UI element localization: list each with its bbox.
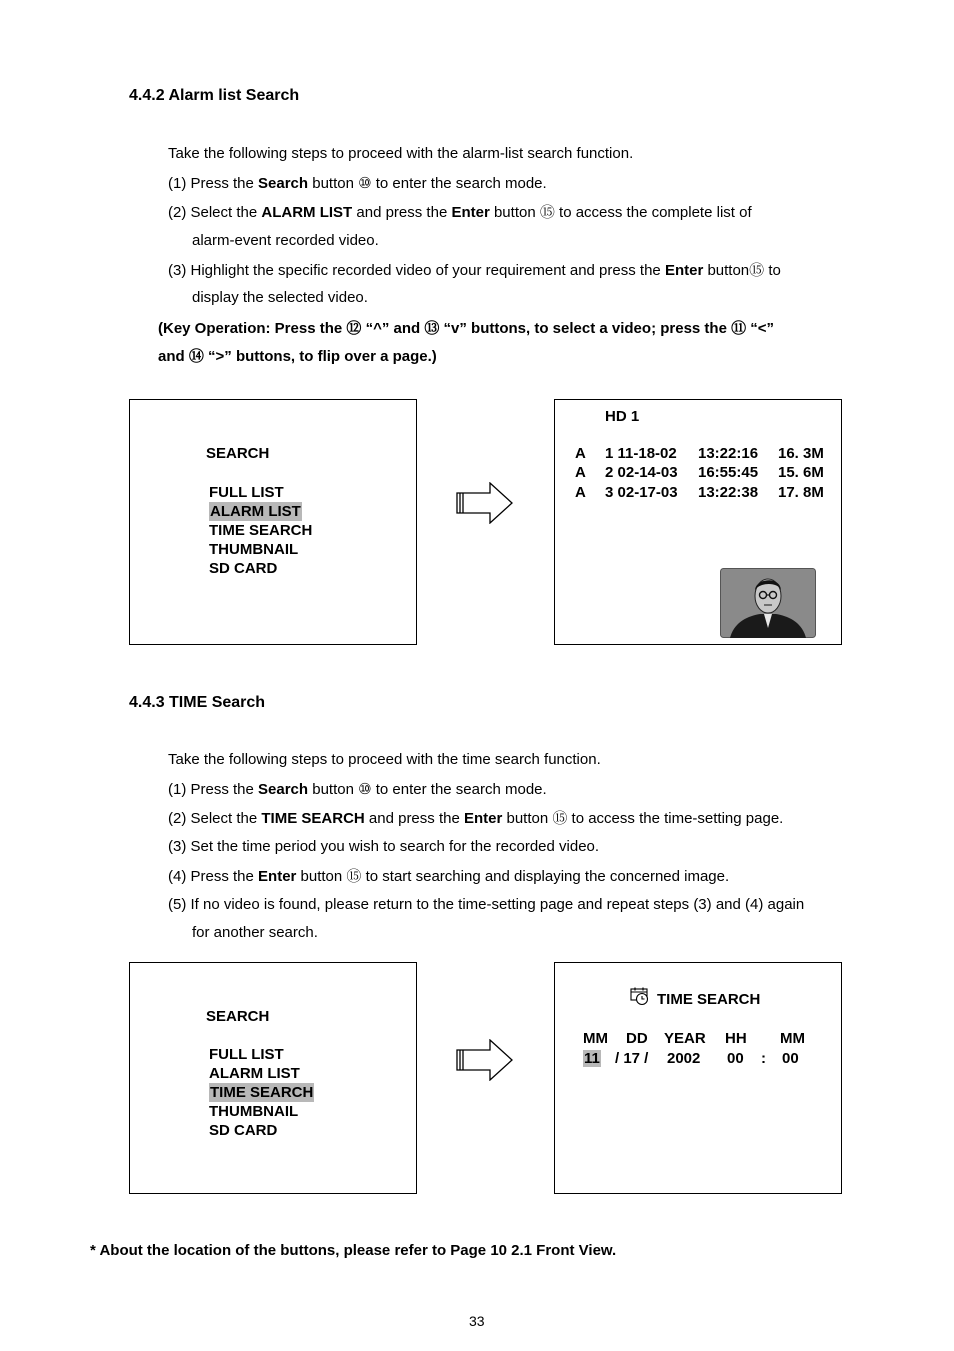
day-field[interactable]: / 17 / — [615, 1050, 649, 1067]
button-number-icon: ⑮ — [749, 262, 765, 279]
alarm-step-2-cont: alarm-event recorded video. — [192, 232, 379, 249]
minute-field[interactable]: 00 — [782, 1050, 799, 1067]
alarm-list-screen — [554, 399, 842, 645]
alarm-row[interactable]: A 1 11-18-02 13:22:16 16. 3M — [575, 445, 824, 462]
alarm-row[interactable]: A 3 02-17-03 13:22:38 17. 8M — [575, 484, 824, 501]
time-search-title: TIME SEARCH — [657, 991, 761, 1008]
button-number-icon: ⑮ — [539, 204, 555, 221]
menu-item-alarm-list[interactable]: ALARM LIST — [209, 1065, 300, 1082]
time-search-screen — [554, 962, 842, 1194]
button-number-icon: ⑫ — [346, 320, 362, 337]
menu-item-thumbnail[interactable]: THUMBNAIL — [209, 1103, 299, 1120]
time-separator: : — [761, 1050, 766, 1067]
hour-field[interactable]: 00 — [727, 1050, 744, 1067]
section-heading-alarm: 4.4.2 Alarm list Search — [129, 87, 300, 104]
key-operation-line-2: and ⑭ “>” buttons, to flip over a page.) — [158, 348, 437, 365]
menu-item-sd-card[interactable]: SD CARD — [209, 1122, 278, 1139]
alarm-step-2: (2) Select the ALARM LIST and press the Enter button ⑮ to access the complete list of — [168, 204, 752, 221]
button-number-icon: ⑮ — [346, 868, 362, 885]
menu-title: SEARCH — [206, 1008, 270, 1025]
menu-item-thumbnail[interactable]: THUMBNAIL — [209, 541, 299, 558]
menu-item-time-search[interactable]: TIME SEARCH — [210, 1084, 314, 1101]
year-field[interactable]: 2002 — [667, 1050, 701, 1067]
button-number-icon: ⑪ — [731, 320, 747, 337]
time-values-row — [555, 1050, 841, 1069]
button-number-icon: ⑬ — [424, 320, 440, 337]
time-step-2: (2) Select the TIME SEARCH and press the Enter button ⑮ to access the time-setting page. — [168, 810, 784, 827]
time-labels-row: MM DD YEAR HH MM — [583, 1030, 805, 1047]
alarm-step-1: (1) Press the Search button ⑩ to enter the search mode. — [168, 175, 547, 192]
video-preview-thumbnail — [720, 568, 816, 638]
menu-item-sd-card[interactable]: SD CARD — [209, 560, 278, 577]
menu-item-full-list[interactable]: FULL LIST — [209, 484, 284, 501]
alarm-row[interactable]: A 2 02-14-03 16:55:45 15. 6M — [575, 464, 824, 481]
button-number-icon: ⑮ — [552, 810, 568, 827]
right-arrow-icon — [456, 1039, 514, 1081]
clock-calendar-icon — [630, 987, 650, 1006]
alarm-intro: Take the following steps to proceed with the alarm-list search function. — [168, 145, 634, 162]
menu-title: SEARCH — [206, 445, 270, 462]
key-operation-line-1: (Key Operation: Press the ⑫ “^” and ⑬ “v” buttons, to select a video; press the ⑪ “<” — [158, 320, 775, 337]
time-step-4: (4) Press the Enter button ⑮ to start searching and displaying the concerned image. — [168, 868, 730, 885]
button-number-icon: ⑩ — [358, 175, 372, 192]
alarm-step-3-cont: display the selected video. — [192, 289, 368, 306]
button-number-icon: ⑭ — [188, 348, 204, 365]
button-number-icon: ⑩ — [358, 781, 372, 798]
search-menu-screen-1 — [129, 399, 417, 645]
time-step-1: (1) Press the Search button ⑩ to enter the search mode. — [168, 781, 547, 798]
menu-list — [209, 1045, 314, 1140]
alarm-step-3: (3) Highlight the specific recorded video of your requirement and press the Enter button⑮ to — [168, 262, 781, 279]
search-menu-screen-2 — [129, 962, 417, 1194]
month-field[interactable]: 11 — [584, 1050, 600, 1067]
section-heading-time: 4.4.3 TIME Search — [129, 694, 266, 711]
menu-list — [209, 483, 312, 578]
hd-label: HD 1 — [605, 408, 640, 425]
right-arrow-icon — [456, 482, 514, 524]
menu-item-time-search[interactable]: TIME SEARCH — [209, 522, 313, 539]
time-intro: Take the following steps to proceed with the time search function. — [168, 751, 601, 768]
time-step-5-cont: for another search. — [192, 924, 318, 941]
time-step-5: (5) If no video is found, please return to the time-setting page and repeat steps (3) and (4) again — [168, 896, 805, 913]
menu-item-full-list[interactable]: FULL LIST — [209, 1046, 284, 1063]
time-step-3: (3) Set the time period you wish to search for the recorded video. — [168, 838, 600, 855]
footnote: * About the location of the buttons, please refer to Page 10 2.1 Front View. — [90, 1242, 617, 1259]
page-number: 33 — [469, 1313, 485, 1329]
menu-item-alarm-list[interactable]: ALARM LIST — [210, 503, 301, 520]
